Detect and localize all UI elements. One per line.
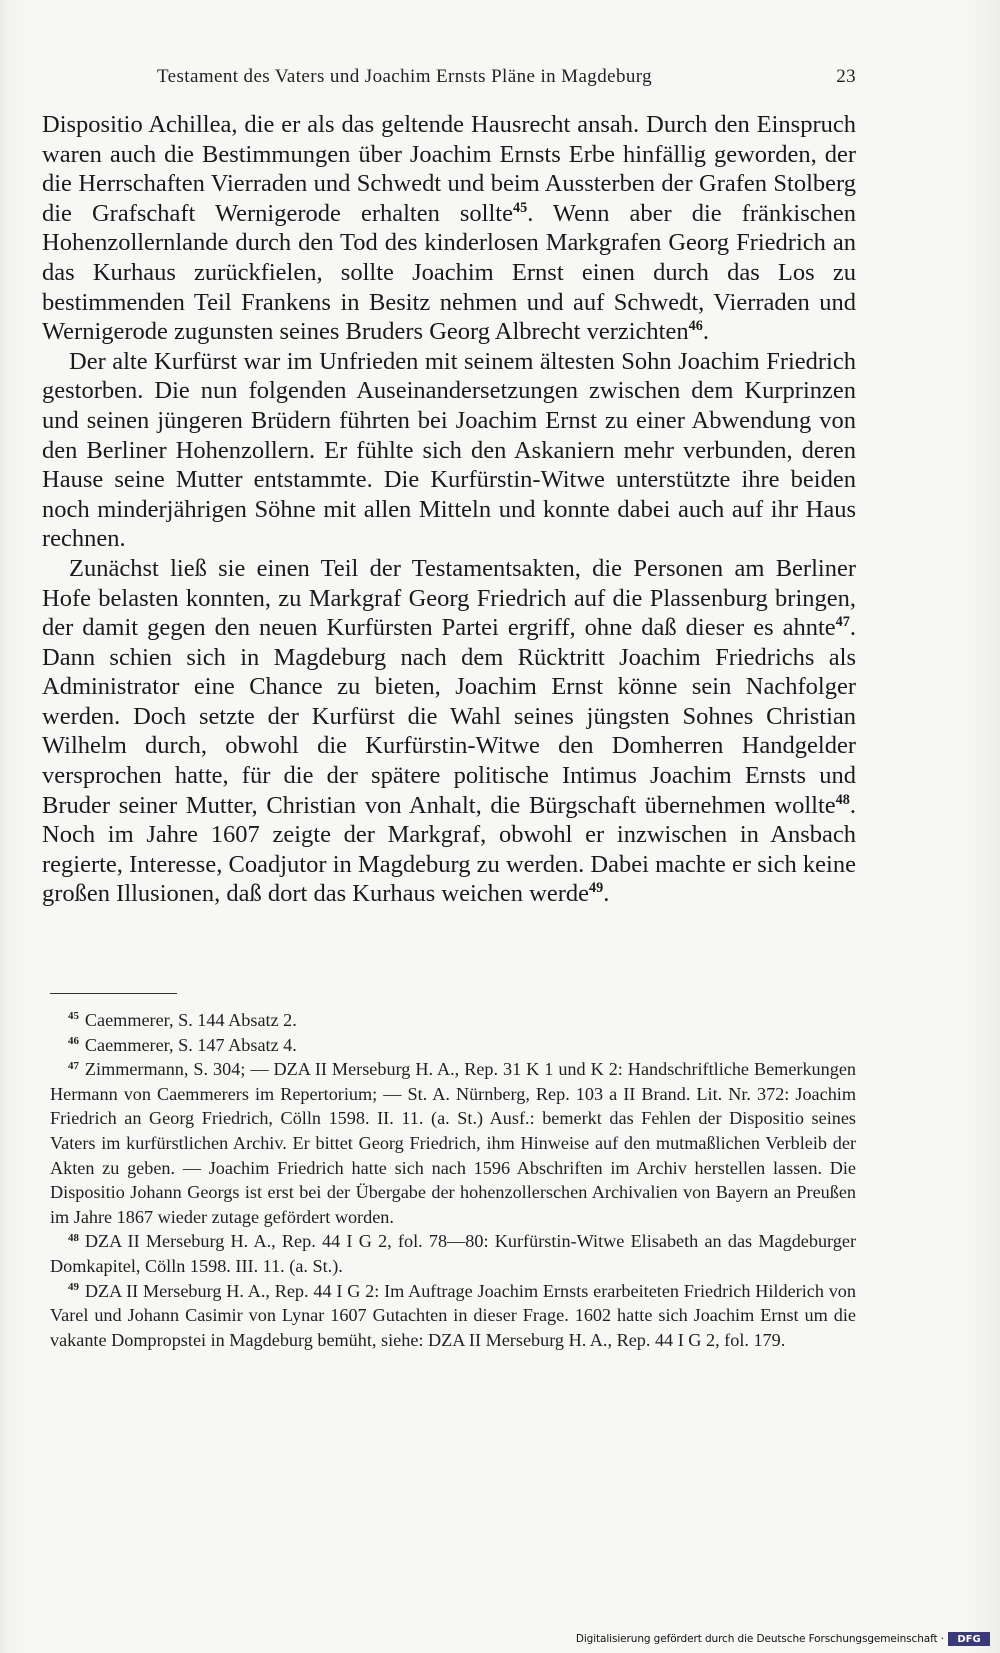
footnote-number: 45 (68, 1010, 79, 1023)
text-run: Der alte Kurfürst war im Unfrieden mit seinem ältesten Sohn Joachim Friedrich gestorben. Die nun folgenden Auseinandersetzungen zwischen dem Kurprinzen und seinen jüngeren Brüdern führten bei Joachim Ernst zu einer Abwendung von den Berliner Hohenzollern. Er fühlte sich den Askaniern mehr verbunden, deren Hause seine Mutter entstammte. Die Kurfürstin-Witwe unterstützte ihre beiden noch minderjährigen Söhne mit allen Mitteln und konnte dabei auch auf ihr Haus rechnen. (42, 347, 856, 553)
page-number: 23 (836, 66, 856, 87)
footnote (50, 1279, 856, 1353)
footnote-text: DZA II Merseburg H. A., Rep. 44 I G 2: Im Auftrage Joachim Ernsts erarbeiteten Friedrich Hilderich von Varel und Johann Casimir von Lynar 1607 Gutachten in dieser Frage. 1602 hatte sich Joachim Ernst um die vakante Dompropstei in Magdeburg bemüht, siehe: DZA II Merseburg H. A., Rep. 44 I G 2, fol. 179. (50, 1280, 856, 1350)
paragraph (42, 347, 856, 554)
footnote-separator (50, 993, 177, 994)
dfg-logo: DFG (948, 1632, 990, 1646)
footnote-reference: 47 (835, 614, 850, 631)
footnote-number: 46 (68, 1035, 79, 1048)
footnote-reference: 49 (589, 880, 604, 897)
digitization-credit: Digitalisierung gefördert durch die Deutsche Forschungsgemeinschaft · (575, 1633, 944, 1645)
footnotes (50, 1008, 856, 1352)
text-run: Zunächst ließ sie einen Teil der Testamentsakten, die Personen am Berliner Hofe belasten konnten, zu Markgraf Georg Friedrich auf die Plassenburg bringen, der damit gegen den neuen Kurfürsten Partei ergriff, ohne daß dieser es ahnte (42, 554, 856, 642)
footnote (50, 1229, 856, 1278)
footnote-reference: 45 (512, 199, 528, 216)
text-run: . (702, 318, 709, 346)
main-text (42, 110, 856, 909)
footnote-number: 49 (68, 1280, 79, 1293)
text-run: . Dann schien sich in Magdeburg nach dem Rücktritt Joachim Friedrichs als Administrator eine Chance zu bieten, Joachim Ernst könne sein Nachfolger werden. Doch setzte der Kurfürst die Wahl seines jüngsten Sohnes Christian Wilhelm durch, obwohl die Kurfürstin-Witwe den Domherren Handgelder versprochen hatte, für die der spätere politische Intimus Joachim Ernsts und Bruder seiner Mutter, Christian von Anhalt, die Bürgschaft übernehmen wollte (42, 614, 856, 819)
paragraph (42, 554, 856, 909)
text-run: . Wenn aber die fränkischen Hohenzollernlande durch den Tod des kinderlosen Markgrafen Georg Friedrich an das Kurhaus zurückfielen, sollte Joachim Ernst einen durch das Los zu bestimmenden Teil Frankens in Besitz nehmen und auf Schwedt, Vierraden und Wernigerode zugunsten seines Bruders Georg Albrecht verzichten (42, 199, 856, 346)
text-run: . Noch im Jahre 1607 zeigte der Markgraf, obwohl er inzwischen in Ansbach regierte, Interesse, Coadjutor in Magdeburg zu werden. Dabei machte er sich keine großen Illusionen, daß dort das Kurhaus weichen werde (42, 791, 856, 908)
footnote-number: 48 (68, 1231, 79, 1244)
running-title: Testament des Vaters und Joachim Ernsts Pläne in Magdeburg (157, 66, 653, 87)
footnote (50, 1033, 856, 1058)
footnote-reference: 46 (688, 318, 703, 335)
footnote-text: DZA II Merseburg H. A., Rep. 44 I G 2, fol. 78—80: Kurfürstin-Witwe Elisabeth an das Magdeburger Domkapitel, Cölln 1598. III. 11. (a. St.). (50, 1231, 856, 1276)
paragraph (42, 110, 856, 347)
text-run: . (603, 880, 610, 908)
text-run: Dispositio Achillea, die er als das geltende Hausrecht ansah. Durch den Einspruch waren auch die Bestimmungen über Joachim Ernsts Erbe hinfällig geworden, der die Herrschaften Vierraden und Schwedt und beim Aussterben der Grafen Stolberg die Grafschaft Wernigerode erhalten sollte (42, 111, 856, 227)
footnote-text: Caemmerer, S. 144 Absatz 2. (84, 1010, 297, 1030)
footnote-text: Caemmerer, S. 147 Absatz 4. (84, 1034, 297, 1055)
footnote (50, 1057, 856, 1229)
footnote (50, 1008, 856, 1033)
footnote-number: 47 (68, 1059, 79, 1072)
footnote-reference: 48 (835, 791, 850, 808)
footnote-text: Zimmermann, S. 304; — DZA II Merseburg H. A., Rep. 31 K 1 und K 2: Handschriftliche Bemerkungen Hermann von Caemmerers im Repertorium; — St. A. Nürnberg, Rep. 103 a II Brand. Lit. Nr. 372: Joachim Friedrich an Georg Friedrich, Cölln 1598. II. 11. (a. St.) Ausf.: bemerkt das Fehlen der Dispositio seines Vaters im kurfürstlichen Archiv. Er bittet Georg Friedrich, ihm Hinweise auf den mutmaßlichen Verbleib der Akten zu geben. — Joachim Friedrich hatte sich nach 1596 Abschriften im Archiv herstellen lassen. Die Dispositio Johann Georgs ist erst bei der Übergabe der hohenzollerschen Archivalien von Bayern an Preußen im Jahre 1867 wieder zutage gefördert worden. (50, 1059, 856, 1227)
